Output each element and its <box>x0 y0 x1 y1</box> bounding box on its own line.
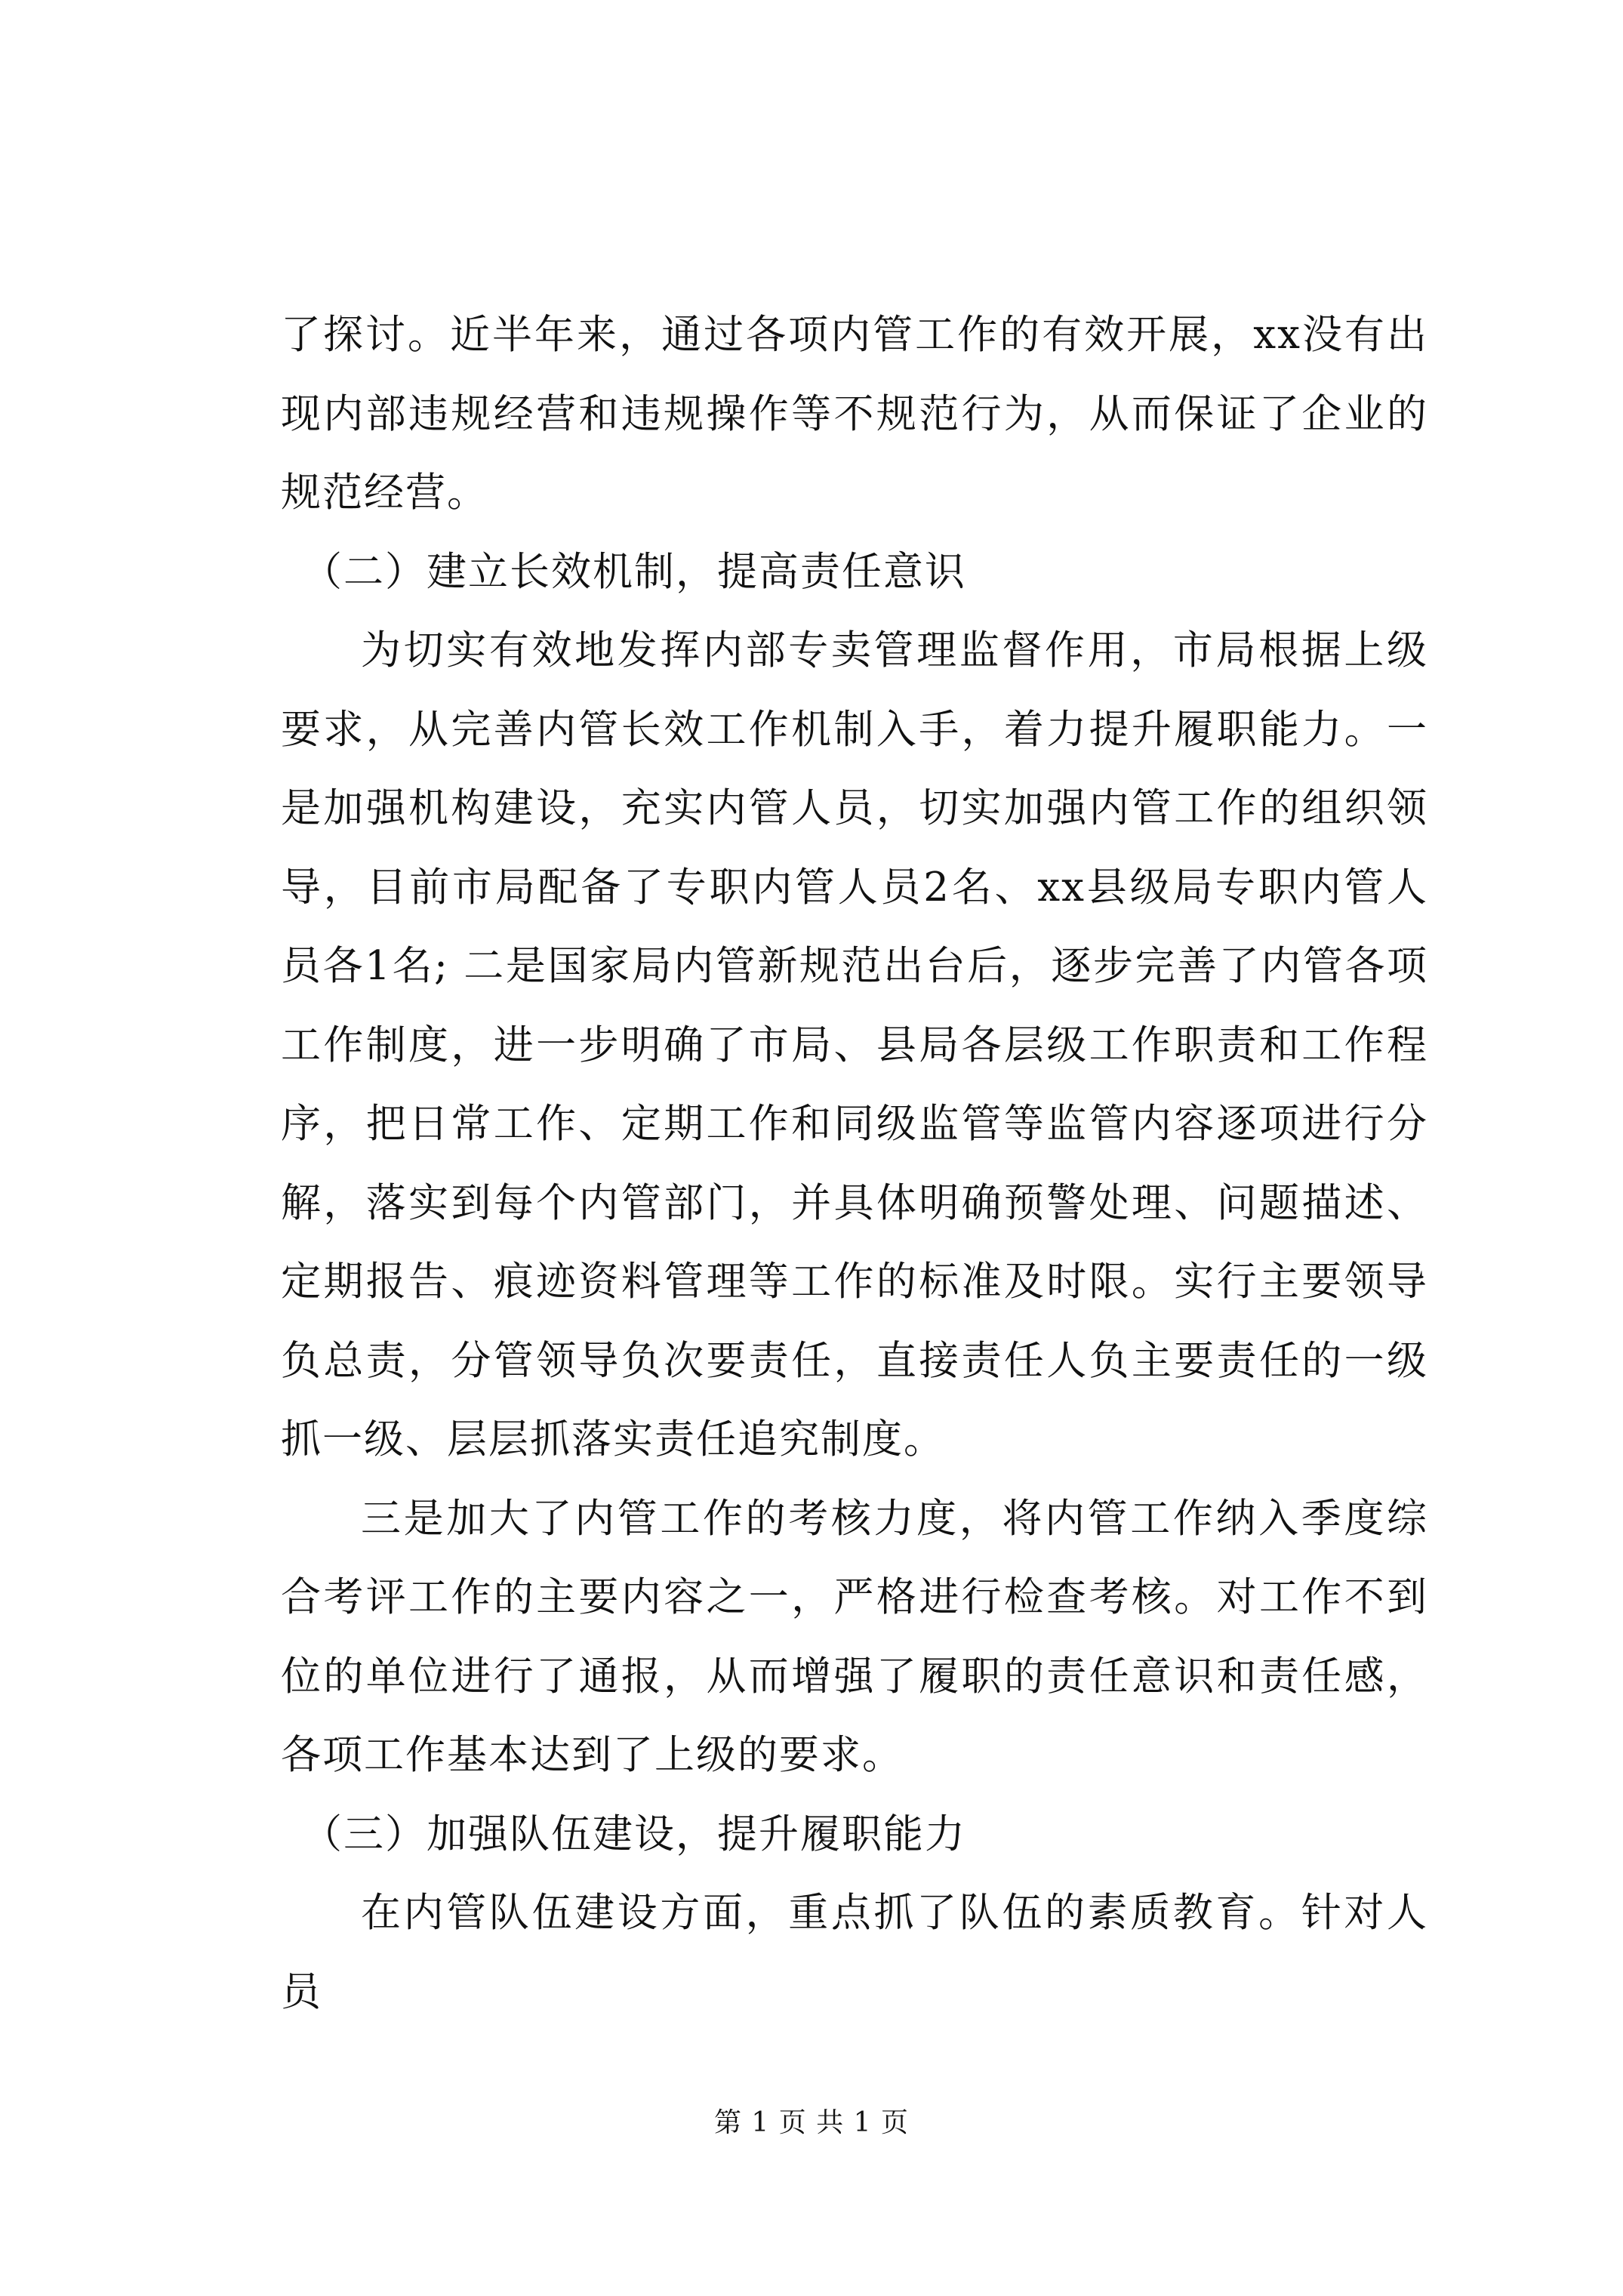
paragraph-mechanism: 为切实有效地发挥内部专卖管理监督作用，市局根据上级要求，从完善内管长效工作机制入手，着力提升履职能力。一是加强机构建设，充实内管人员，切实加强内管工作的组织领导，目前市局配备了专职内管人员2名、xx县级局专职内管人员各1名; 二是国家局内管新规范出台后，逐步完善了内管各项工作制度，进一步明确了市局、县局各层级工作职责和工作程序，把日常工作、定期工作和同级监管等监管内容逐项进行分解，落实到每个内管部门，并具体明确预警处理、问题描述、定期报告、痕迹资料管理等工作的标准及时限。实行主要领导负总责，分管领导负次要责任，直接责任人负主要责任的一级抓一级、层层抓落实责任追究制度。 <box>281 627 1428 1462</box>
page-footer: 第 1 页 共 1 页 <box>713 2107 910 2138</box>
paragraph-team-building: 在内管队伍建设方面，重点抓了队伍的素质教育。针对人员 <box>281 1890 1428 2015</box>
paragraph-continuation: 了探讨。近半年来，通过各项内管工作的有效开展，xx没有出现内部违规经营和违规操作等不规范行为，从而保证了企业的规范经营。 <box>281 312 1428 516</box>
section-heading-2: （二）建立长效机制，提高责任意识 <box>302 548 966 595</box>
paragraph-assessment: 三是加大了内管工作的考核力度，将内管工作纳入季度综合考评工作的主要内容之一，严格进行检查考核。对工作不到位的单位进行了通报，从而增强了履职的责任意识和责任感，各项工作基本达到了上级的要求。 <box>281 1495 1428 1778</box>
section-heading-3: （三）加强队伍建设，提升履职能力 <box>302 1811 966 1857</box>
document-body <box>281 296 1428 2032</box>
